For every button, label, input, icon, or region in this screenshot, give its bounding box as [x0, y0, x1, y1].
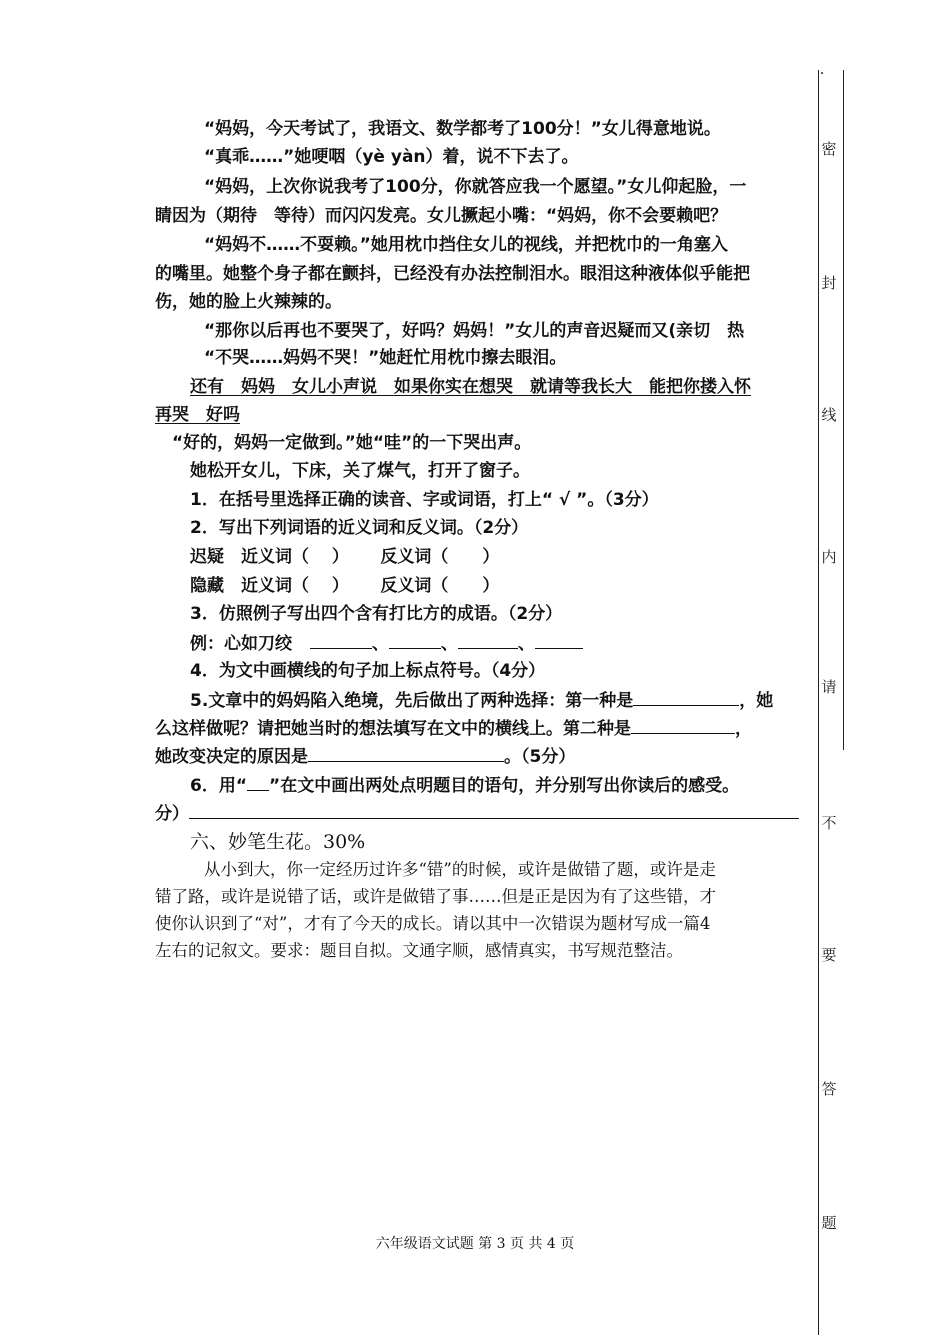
question-2-row: 迟疑 近义词（ ） 反义词（ ） — [190, 547, 500, 567]
question-5-line — [155, 745, 575, 768]
question-3-example — [190, 632, 583, 655]
binding-char: 封 — [821, 274, 837, 292]
comma: 、 — [371, 634, 389, 654]
answer-blank[interactable] — [535, 632, 583, 649]
binding-char: 题 — [821, 1214, 837, 1232]
question-5-text: 。（5分） — [504, 747, 576, 767]
section-6-text: 使你认识到了“对”，才有了今天的成长。请以其中一次错误为题材写成一篇4 — [155, 914, 711, 933]
question-5-line — [155, 717, 752, 740]
passage-line: 伤，她的脸上火辣辣的。 — [155, 292, 342, 312]
question-5-text: ， — [735, 719, 752, 739]
section-6-text: 左右的记叙文。要求：题目自拟。文通字顺，感情真实，书写规范整洁。 — [155, 941, 683, 960]
answer-blank[interactable] — [631, 717, 735, 734]
question-6-text: 6．用“ — [190, 776, 248, 796]
question-6 — [190, 774, 739, 797]
comma: 、 — [517, 634, 535, 654]
question-5-text: ，她 — [739, 691, 774, 711]
binding-line — [843, 70, 844, 750]
question-5-text: 她改变决定的原因是 — [155, 747, 308, 767]
passage-line: “好的，妈妈一定做到。”她“哇”的一下哭出声。 — [172, 433, 532, 453]
answer-blank[interactable] — [633, 689, 739, 706]
answer-blank[interactable] — [310, 632, 372, 649]
binding-line — [818, 70, 819, 1335]
comma: 、 — [440, 634, 458, 654]
binding-char: 答 — [821, 1080, 837, 1098]
binding-char: 密 — [821, 140, 837, 158]
underline-mark — [247, 774, 269, 791]
passage-line: 她松开女儿，下床，关了煤气，打开了窗子。 — [190, 461, 530, 481]
answer-blank[interactable] — [389, 632, 441, 649]
binding-char: 请 — [821, 678, 837, 696]
binding-char: 内 — [821, 548, 837, 566]
binding-char: 不 — [821, 814, 837, 832]
binding-char: 线 — [821, 406, 837, 424]
answer-blank[interactable] — [458, 632, 518, 649]
passage-line: “不哭……妈妈不哭！”她赶忙用枕巾擦去眼泪。 — [204, 348, 567, 368]
question-6-line — [155, 802, 799, 825]
passage-line: 的嘴里。她整个身子都在颤抖，已经没有办法控制泪水。眼泪这种液体似乎能把 — [155, 264, 750, 284]
question-5 — [190, 689, 773, 712]
binding-char: 要 — [821, 946, 837, 964]
question-2: 2．写出下列词语的近义词和反义词。（2分） — [190, 518, 529, 538]
question-2-row: 隐藏 近义词（ ） 反义词（ ） — [190, 576, 500, 596]
passage-line: “那你以后再也不要哭了，好吗？妈妈！”女儿的声音迟疑而又(亲切 热 — [204, 321, 745, 341]
underlined-sentence: 再哭 好吗 — [155, 405, 240, 425]
question-1: 1．在括号里选择正确的读音、字或词语，打上“ √ ”。（3分） — [190, 490, 659, 510]
binding-mark: . — [819, 60, 825, 78]
underlined-sentence: 还有 妈妈 女儿小声说 如果你实在想哭 就请等我长大 能把你搂入怀 — [190, 377, 751, 397]
passage-line: “妈妈不……不耍赖。”她用枕巾挡住女儿的视线，并把枕巾的一角塞入 — [204, 235, 728, 255]
answer-blank[interactable] — [308, 745, 504, 762]
passage-line: 睛因为（期待 等待）而闪闪发亮。女儿撅起小嘴：“妈妈，你不会要赖吧？ — [155, 206, 728, 226]
question-4: 4．为文中画横线的句子加上标点符号。（4分） — [190, 661, 546, 681]
question-6-text: 分） — [155, 804, 189, 824]
question-3: 3．仿照例子写出四个含有打比方的成语。（2分） — [190, 604, 563, 624]
section-6-text: 错了路，或许是说错了话，或许是做错了事……但是正是因为有了这些错，才 — [155, 887, 716, 906]
page-footer: 六年级语文试题 第 3 页 共 4 页 — [375, 1236, 575, 1252]
answer-blank[interactable] — [189, 802, 799, 819]
passage-line: “妈妈，今天考试了，我语文、数学都考了100分！”女儿得意地说。 — [204, 119, 721, 139]
question-5-text: 么这样做呢？请把她当时的想法填写在文中的横线上。第二种是 — [155, 719, 631, 739]
passage-line: “妈妈，上次你说我考了100分，你就答应我一个愿望。”女儿仰起脸，一 — [204, 177, 747, 197]
passage-line: “真乖……”她哽咽（yè yàn）着，说不下去了。 — [204, 147, 579, 167]
question-5-text: 5.文章中的妈妈陷入绝境，先后做出了两种选择：第一种是 — [190, 691, 634, 711]
section-6-text: 从小到大，你一定经历过许多“错”的时候，或许是做错了题，或许是走 — [204, 860, 716, 879]
example-label: 例：心如刀绞 — [190, 634, 292, 654]
section-6-title: 六、妙笔生花。30% — [190, 831, 366, 853]
question-6-text: ”在文中画出两处点明题目的语句，并分别写出你读后的感受。 — [269, 776, 740, 796]
